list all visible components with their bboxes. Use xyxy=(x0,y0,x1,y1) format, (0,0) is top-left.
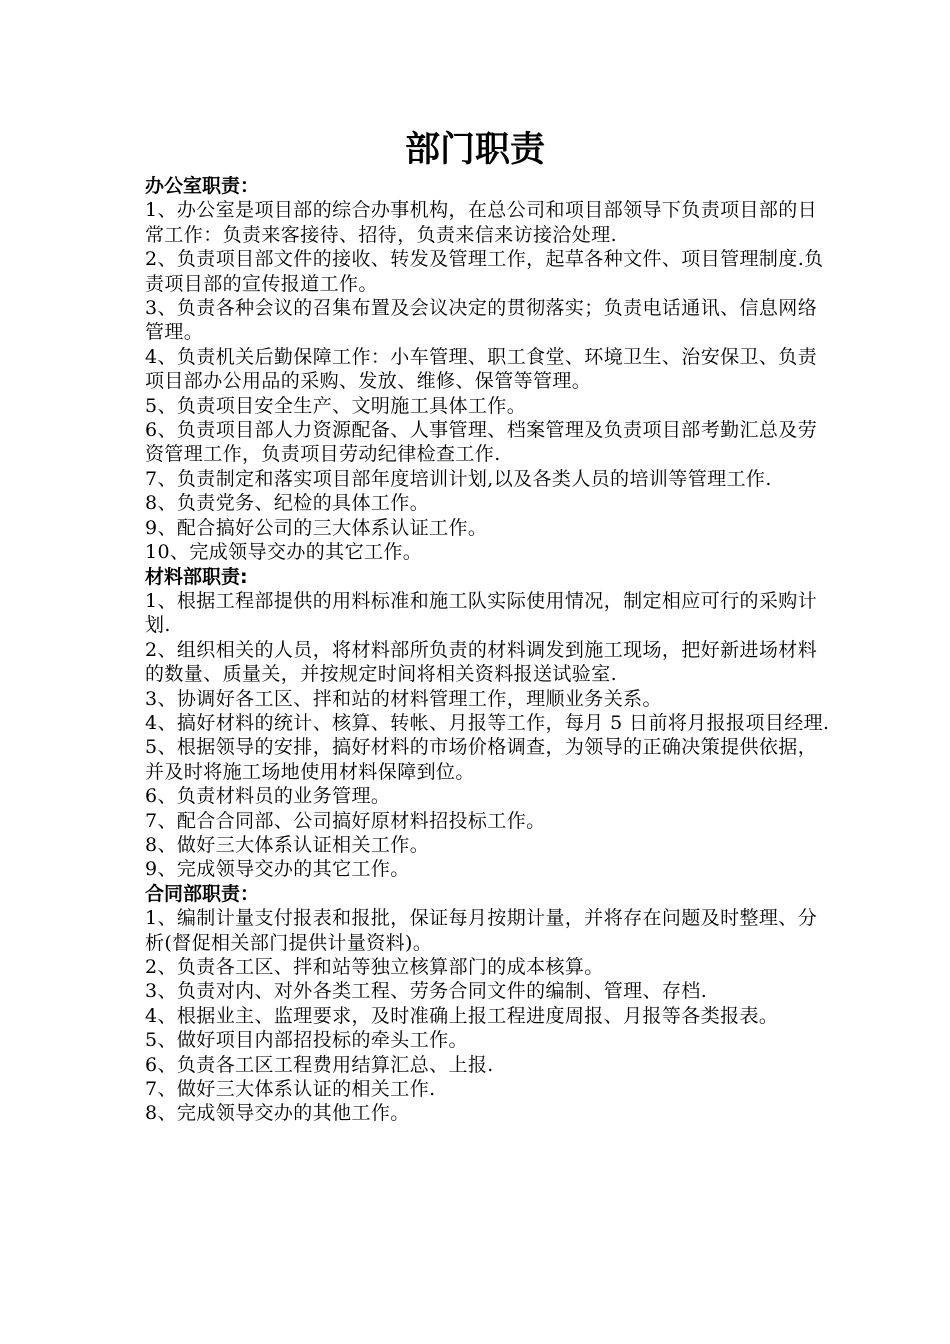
contracts-duty-item: 3、负责对内、对外各类工程、劳务合同文件的编制、管理、存档. xyxy=(145,980,708,1003)
office-duty-item: 4、负责机关后勤保障工作：小车管理、职工食堂、环境卫生、治安保卫、负责项目部办公用品的采购、发放、维修、保管等管理。 xyxy=(145,345,818,393)
contracts-duty-item: 6、负责各工区工程费用结算汇总、上报. xyxy=(145,1053,494,1076)
contracts-duty-item: 8、完成领导交办的其他工作。 xyxy=(145,1102,410,1125)
materials-duty-item: 5、根据领导的安排，搞好材料的市场价格调查，为领导的正确决策提供依据，并及时将施工场地使用材料保障到位。 xyxy=(145,736,818,783)
materials-duty-item: 4、搞好材料的统计、核算、转帐、月报等工作，每月 5 日前将月报报项目经理. xyxy=(145,711,830,734)
contracts-duty-item: 4、根据业主、监理要求，及时准确上报工程进度周报、月报等各类报表。 xyxy=(145,1004,779,1027)
materials-duty-item: 3、协调好各工区、拌和站的材料管理工作，理顺业务关系。 xyxy=(145,687,662,710)
contracts-duty-item: 1、编制计量支付报表和报批，保证每月按期计量，并将存在问题及时整理、分析(督促相关部门提供计量资料)。 xyxy=(145,907,818,954)
document-body xyxy=(145,174,835,1126)
section-contracts xyxy=(145,882,835,1126)
materials-duty-item: 7、配合合同部、公司搞好原材料招投标工作。 xyxy=(145,809,546,832)
contracts-duty-item: 7、做好三大体系认证的相关工作. xyxy=(145,1078,436,1101)
office-duty-item: 2、负责项目部文件的接收、转发及管理工作，起草各种文件、项目管理制度.负责项目部的宣传报道工作。 xyxy=(145,248,824,295)
office-duty-item: 3、负责各种会议的召集布置及会议决定的贯彻落实；负责电话通讯、信息网络管理。 xyxy=(145,297,818,344)
office-duty-item: 1、办公室是项目部的综合办事机构，在总公司和项目部领导下负责项目部的日常工作：负责来客接待、招待，负责来信来访接洽处理. xyxy=(145,199,818,246)
office-duty-item: 8、负责党务、纪检的具体工作。 xyxy=(145,492,430,515)
office-duty-item: 6、负责项目部人力资源配备、人事管理、档案管理及负责项目部考勤汇总及劳资管理工作，负责项目劳动纪律检查工作. xyxy=(145,419,818,466)
section-heading-materials: 材料部职责: xyxy=(145,565,248,588)
section-office xyxy=(145,174,835,565)
materials-duty-item: 1、根据工程部提供的用料标准和施工队实际使用情况，制定相应可行的采购计划. xyxy=(145,589,818,637)
materials-duty-item: 8、做好三大体系认证相关工作。 xyxy=(145,833,430,856)
section-heading-contracts: 合同部职责： xyxy=(145,882,260,905)
page-title: 部门职责 xyxy=(404,130,545,170)
materials-duty-item: 2、组织相关的人员，将材料部所负责的材料调发到施工现场，把好新进场材料的数量、质量关，并按规定时间将相关资料报送试验室. xyxy=(145,638,818,686)
office-duty-item: 7、负责制定和落实项目部年度培训计划,以及各类人员的培训等管理工作. xyxy=(145,467,772,490)
office-duty-item: 9、配合搞好公司的三大体系认证工作。 xyxy=(145,516,488,539)
section-heading-office: 办公室职责： xyxy=(145,175,260,197)
contracts-duty-item: 2、负责各工区、拌和站等独立核算部门的成本核算。 xyxy=(145,956,604,978)
office-duty-item: 10、完成领导交办的其它工作。 xyxy=(145,541,423,564)
section-materials xyxy=(145,565,835,882)
materials-duty-item: 6、负责材料员的业务管理。 xyxy=(145,785,391,808)
materials-duty-item: 9、完成领导交办的其它工作。 xyxy=(145,858,410,881)
office-duty-item: 5、负责项目安全生产、文明施工具体工作。 xyxy=(145,394,527,417)
contracts-duty-item: 5、做好项目内部招投标的牵头工作。 xyxy=(145,1029,468,1052)
